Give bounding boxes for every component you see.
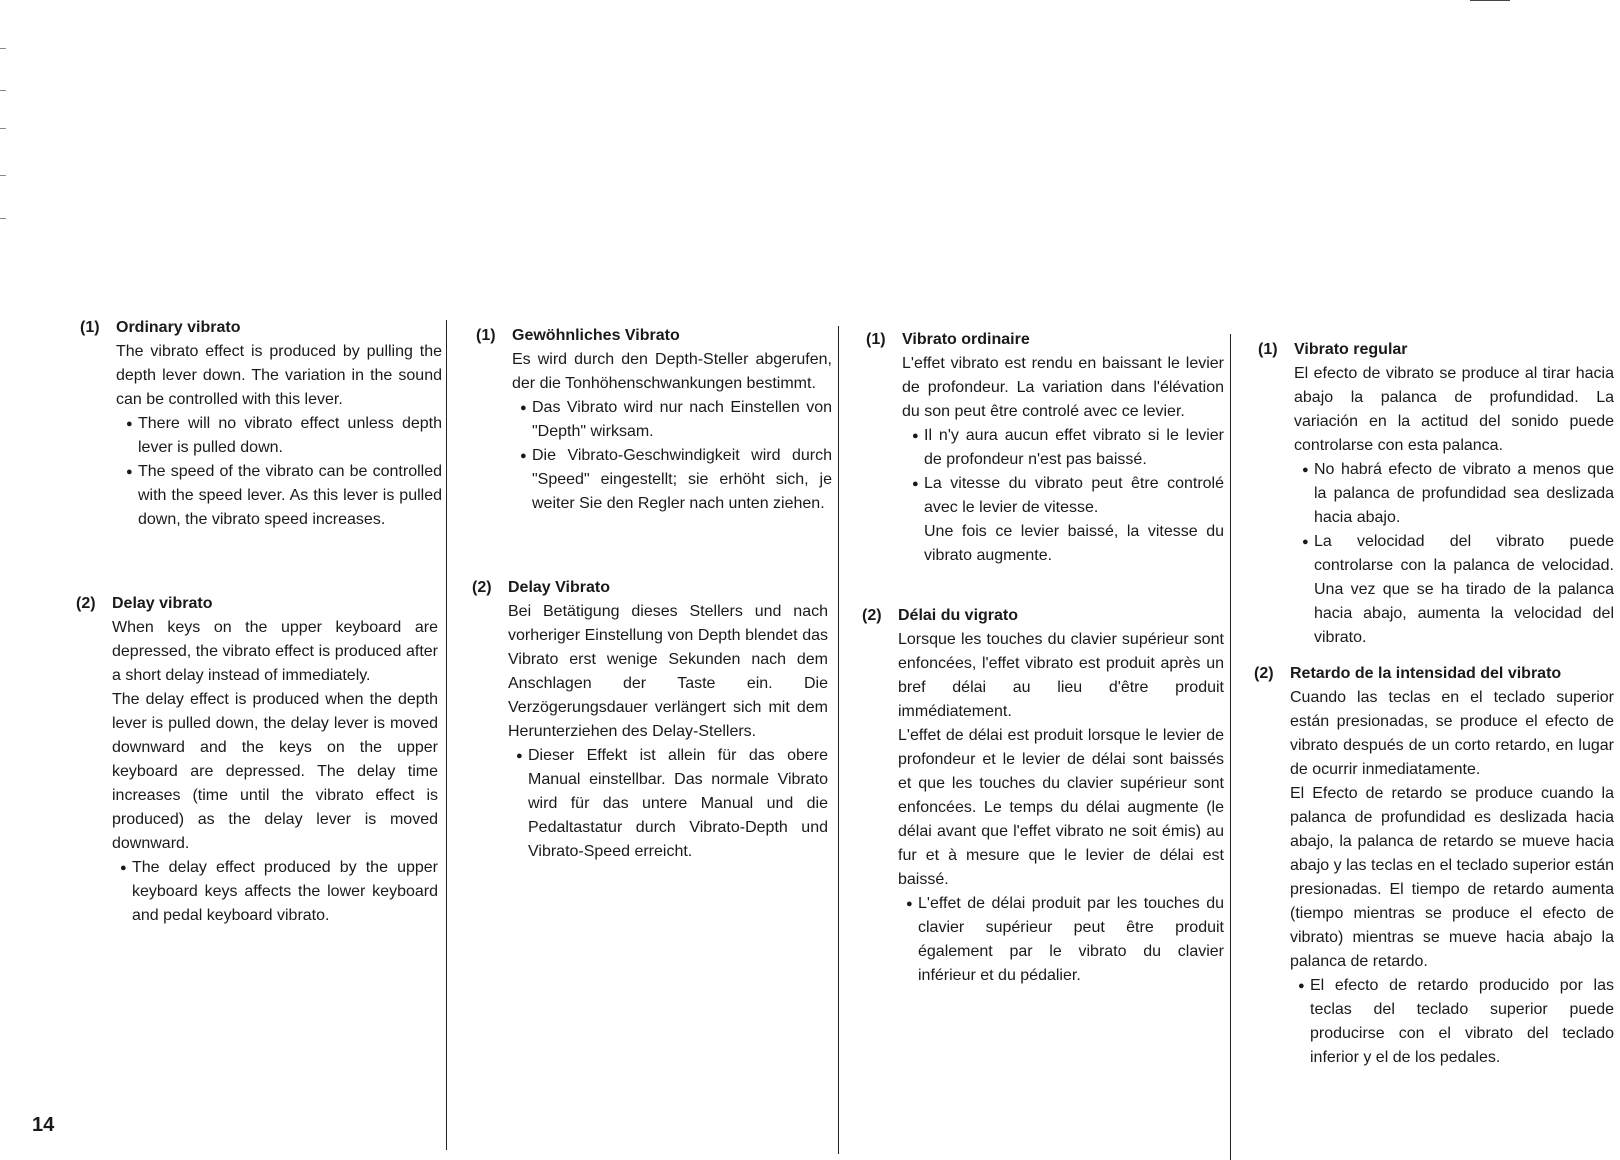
section-body: The delay effect is produced when the depth lever is pulled down, the delay lever is moved downward and the keys on the upper keyboard are depressed. The delay time increases (time until the vibrato effect is produced) as the delay lever is moved downward. [112, 691, 438, 852]
section-vibrato-regular [1258, 338, 1614, 650]
section-title: Vibrato ordinaire [902, 331, 1030, 348]
bullet-item: ● L'effet de délai produit par les touches du clavier supérieur peut être produit également par le vibrato du clavier inférieur et du pédalier. [918, 892, 1224, 988]
bullet-item: ● The delay effect produced by the upper keyboard keys affects the lower keyboard and pedal keyboard vibrato. [132, 856, 438, 928]
page-number: 14 [32, 1114, 55, 1136]
bullet-item: ● La velocidad del vibrato puede controlarse con la palanca de velocidad. Una vez que se ha tirado de la palanca hacia abajo, aumenta la velocidad del vibrato. [1314, 530, 1614, 650]
section-body: L'effet de délai est produit lorsque le levier de profondeur et le levier de délai sont baissés et que les touches du clavier supérieur sont enfoncées. Le temps du délai augmente (le délai avant que l'effet vibrato ne soit émis) au fur et à mesure que le levier de délai est baissé. [898, 727, 1224, 888]
section-delay-vibrato [76, 592, 438, 928]
section-body: Cuando las teclas en el teclado superior están presionadas, se produce el efecto de vibrato después de un corto retardo, en lugar de ocurrir inmediatamente. [1290, 689, 1614, 778]
margin-mark [0, 218, 6, 219]
section-number: (1) [866, 331, 886, 348]
section-number: (1) [80, 319, 100, 336]
section-number: (2) [862, 607, 882, 624]
bullet-item: ● Die Vibrato-Geschwindigkeit wird durch "Speed" eingestellt; sie erhöht sich, je weiter Sie den Regler nach unten ziehen. [532, 444, 832, 516]
section-heading [866, 328, 1224, 352]
section-title: Vibrato regular [1294, 341, 1408, 358]
section-body: El Efecto de retardo se produce cuando la palanca de profundidad es deslizada hacia abajo, la palanca de retardo se mueve hacia abajo y las teclas en el teclado superior están presionadas. El tiempo de retardo aumenta (tiempo mientras se produce el efecto de vibrato) mientras se mueve hacia abajo la palanca de retardo. [1290, 785, 1614, 970]
section-body: The vibrato effect is produced by pulling the depth lever down. The variation in the sound can be controlled with this lever. [116, 343, 442, 408]
section-body: Es wird durch den Depth-Steller abgerufen, der die Tonhöhenschwankungen bestimmt. [512, 351, 832, 392]
bullet-item: ● Il n'y aura aucun effet vibrato si le levier de profondeur n'est pas baissé. [924, 424, 1224, 472]
margin-mark [0, 128, 6, 129]
bullet-item: ● No habrá efecto de vibrato a menos que la palanca de profundidad sea deslizada hacia abajo. [1314, 458, 1614, 530]
section-number: (2) [76, 595, 96, 612]
section-number: (1) [476, 327, 496, 344]
section-number: (1) [1258, 341, 1278, 358]
section-vibrato-ordinaire [866, 328, 1224, 568]
column-divider [838, 326, 839, 1154]
margin-mark [0, 48, 6, 49]
bullet-continuation: Une fois ce levier baissé, la vitesse du vibrato augmente. [924, 523, 1224, 564]
section-delai-du-vigrato [862, 604, 1224, 988]
column-divider [446, 320, 447, 1150]
top-rule [1470, 0, 1510, 1]
section-title: Retardo de la intensidad del vibrato [1290, 665, 1562, 682]
section-ordinary-vibrato [80, 316, 442, 532]
section-heading [476, 324, 832, 348]
bullet-item: ● There will no vibrato effect unless depth lever is pulled down. [138, 412, 442, 460]
section-title: Delay Vibrato [508, 579, 610, 596]
section-number: (2) [1254, 665, 1274, 682]
section-title: Gewöhnliches Vibrato [512, 327, 680, 344]
section-delay-vibrato-de [472, 576, 828, 864]
bullet-item: ● Das Vibrato wird nur nach Einstellen von "Depth" wirksam. [532, 396, 832, 444]
section-heading [472, 576, 828, 600]
section-heading [80, 316, 442, 340]
section-body: El efecto de vibrato se produce al tirar hacia abajo la palanca de profundidad. La variación en la actitud del sonido puede controlarse con esta palanca. [1294, 365, 1614, 454]
section-title: Delay vibrato [112, 595, 213, 612]
bullet-item: ● Dieser Effekt ist allein für das obere Manual einstellbar. Das normale Vibrato wird für das untere Manual und die Pedaltastatur durch Vibrato-Depth und Vibrato-Speed erreicht. [528, 744, 828, 864]
section-number: (2) [472, 579, 492, 596]
section-title: Ordinary vibrato [116, 319, 241, 336]
bullet-item: ● The speed of the vibrato can be controlled with the speed lever. As this lever is pulled down, the vibrato speed increases. [138, 460, 442, 532]
column-divider [1230, 334, 1231, 1160]
bullet-item: ● El efecto de retardo producido por las teclas del teclado superior puede producirse con el vibrato del teclado inferior y el de los pedales. [1310, 974, 1614, 1070]
margin-mark [0, 175, 6, 176]
section-heading [1258, 338, 1614, 362]
section-heading [1254, 662, 1614, 686]
section-title: Délai du vigrato [898, 607, 1019, 624]
section-gewoehnliches-vibrato [476, 324, 832, 516]
section-heading [862, 604, 1224, 628]
section-body: L'effet vibrato est rendu en baissant le levier de profondeur. La variation dans l'élévation du son peut être controlé avec ce levier. [902, 355, 1224, 420]
section-retardo-vibrato [1254, 662, 1614, 1070]
section-body: When keys on the upper keyboard are depressed, the vibrato effect is produced after a short delay instead of immediately. [112, 619, 438, 684]
margin-mark [0, 90, 6, 91]
section-heading [76, 592, 438, 616]
section-body: Lorsque les touches du clavier supérieur sont enfoncées, l'effet vibrato est produit après un bref délai au lieu d'être produit immédiatement. [898, 631, 1224, 720]
bullet-item: ● La vitesse du vibrato peut être controlé avec le levier de vitesse. [924, 472, 1224, 520]
section-body: Bei Betätigung dieses Stellers und nach vorheriger Einstellung von Depth blendet das Vibrato erst wenige Sekunden nach dem Anschlagen der Taste ein. Die Verzögerungsdauer verlängert sich mit dem Herunterziehen des Delay-Stellers. [508, 603, 828, 740]
